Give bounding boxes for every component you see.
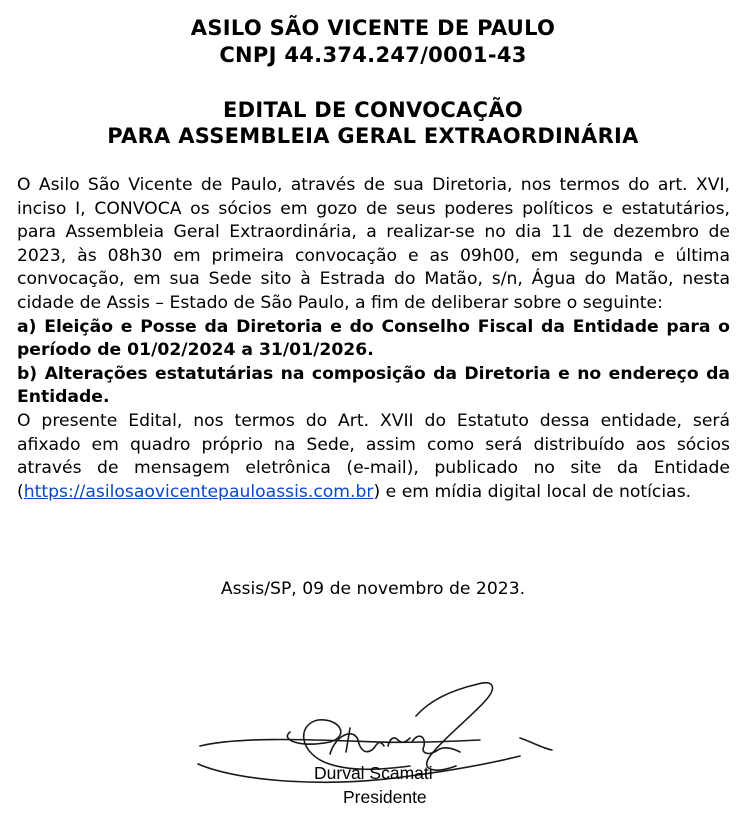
closing-text-start: O presente Edital, nos termos do Art. XVII do Estatuto dessa entidade, será afixado em quadro próprio na Sede, assim como será distribuído aos sócios através de mensagem eletrônica (e-mail), publicado no site da Entidade ( bbox=[17, 410, 730, 502]
website-link[interactable]: https://asilosaovicentepauloassis.com.br bbox=[23, 481, 374, 502]
notice-title-line2: PARA ASSEMBLEIA GERAL EXTRAORDINÁRIA bbox=[107, 124, 639, 148]
notice-title-line1: EDITAL DE CONVOCAÇÃO bbox=[222, 98, 524, 122]
agenda-item-a: a) Eleição e Posse da Diretoria e do Conselho Fiscal da Entidade para o período de 01/02/2024 a 31/01/2026. bbox=[17, 316, 730, 361]
closing-paragraph bbox=[17, 410, 730, 504]
notice-body bbox=[17, 174, 730, 504]
intro-paragraph: O Asilo São Vicente de Paulo, através de sua Diretoria, nos termos do art. XVI, inciso I, CONVOCA os sócios em gozo de seus poderes políticos e estatutários, para Assembleia Geral Extraordinária, a realizar-se no dia 11 de dezembro de 2023, às 08h30 em primeira convocação e as 09h00, em segunda e última convocação, em sua Sede sito à Estrada do Matão, s/n, Água do Matão, nesta cidade de Assis – Estado de São Paulo, a fim de deliberar sobre o seguinte: bbox=[17, 175, 730, 313]
place-date-line: Assis/SP, 09 de novembro de 2023. bbox=[220, 579, 526, 599]
signatory-role: Presidente bbox=[343, 787, 427, 807]
organization-name: ASILO SÃO VICENTE DE PAULO bbox=[190, 16, 556, 40]
cnpj-number: CNPJ 44.374.247/0001-43 bbox=[219, 43, 527, 67]
signatory-name: Durval Scamati bbox=[314, 763, 433, 783]
agenda-item-b: b) Alterações estatutárias na composição da Diretoria e no endereço da Entidade. bbox=[17, 363, 730, 408]
closing-text-end: ) e em mídia digital local de notícias. bbox=[373, 481, 692, 502]
